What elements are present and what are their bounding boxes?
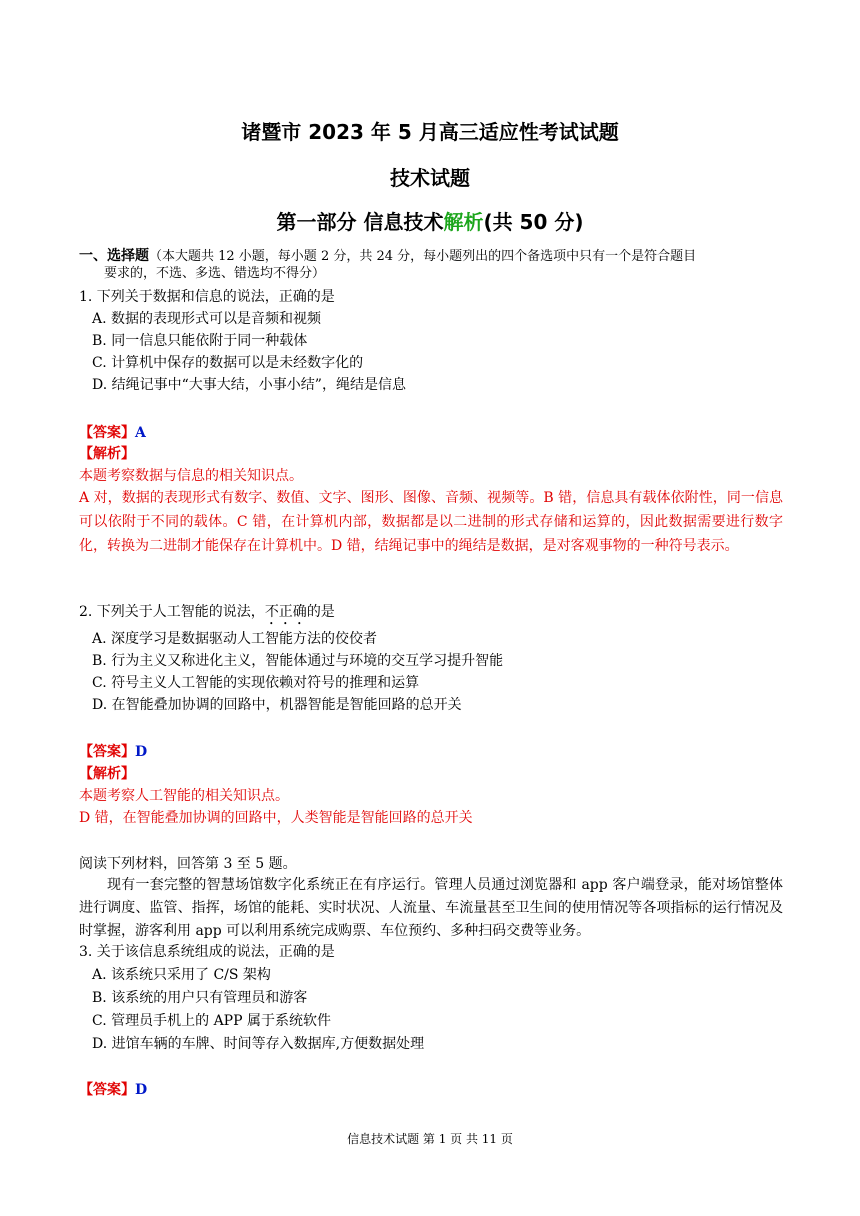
section-note-1: （本大题共 12 小题，每小题 2 分，共 24 分，每小题列出的四个备选项中只有一个是符合题目 (149, 249, 697, 264)
q1-option-b: B. 同一信息只能依附于同一种载体 (92, 333, 308, 349)
answer-value: D (135, 1082, 148, 1098)
answer-value: D (135, 744, 148, 760)
q2-stem-suffix: 的是 (306, 604, 335, 620)
exam-subtitle: 技术试题 (390, 166, 470, 190)
q1-option-c: C. 计算机中保存的数据可以是未经数字化的 (92, 355, 364, 371)
q2-stem-emphasis: 不正确 (264, 604, 307, 620)
q2-option-b: B. 行为主义又称进化主义，智能体通过与环境的交互学习提升智能 (92, 653, 504, 669)
question-2-stem (79, 602, 335, 628)
question-3-stem: 3. 关于该信息系统组成的说法，正确的是 (79, 944, 335, 960)
reading-intro: 阅读下列材料，回答第 3 至 5 题。 (79, 856, 297, 872)
q2-option-d: D. 在智能叠加协调的回路中，机器智能是智能回路的总开关 (92, 697, 462, 713)
answer-label: 【答案】 (79, 744, 135, 760)
part-highlight: 解析 (443, 210, 484, 234)
part-prefix: 第一部分 信息技术 (276, 210, 444, 234)
q1-analysis-label: 【解析】 (79, 446, 135, 462)
section-heading: 一、选择题 (79, 248, 149, 264)
q3-option-c: C. 管理员手机上的 APP 属于系统软件 (92, 1013, 331, 1029)
q1-analysis-body: A 对，数据的表现形式有数字、数值、文字、图形、图像、音频、视频等。B 错，信息具有载体依附性，同一信息可以依附于不同的载体。C 错，在计算机内部，数据都是以二进制的形式存储和运算的，因此数据需要进行数字化，转换为二进制才能保存在计算机中。D 错，结绳记事中的绳结是数据，是对客观事物的一种符号表示。 (79, 490, 783, 554)
part-heading (0, 206, 860, 235)
q2-analysis-body: D 错，在智能叠加协调的回路中，人类智能是智能回路的总开关 (79, 810, 473, 826)
question-1-stem: 1. 下列关于数据和信息的说法，正确的是 (79, 289, 335, 305)
answer-value: A (135, 425, 146, 441)
q2-option-c: C. 符号主义人工智能的实现依赖对符号的推理和运算 (92, 675, 420, 691)
q2-option-a: A. 深度学习是数据驱动人工智能方法的佼佼者 (92, 631, 378, 647)
q1-option-a: A. 数据的表现形式可以是音频和视频 (92, 311, 322, 327)
q2-analysis-label: 【解析】 (79, 766, 135, 782)
answer-label: 【答案】 (79, 425, 135, 441)
q3-option-b: B. 该系统的用户只有管理员和游客 (92, 990, 308, 1006)
reading-material: 现有一套完整的智慧场馆数字化系统正在有序运行。管理人员通过浏览器和 app 客户端登录，能对场馆整体进行调度、监管、指挥，场馆的能耗、实时状况、人流量、车流量甚至卫生间的使用情况等各项指标的运行情况及时掌握，游客利用 app 可以利用系统完成购票、车位预约、多种扫码交费等业务。 (79, 877, 783, 939)
q3-option-d: D. 进馆车辆的车牌、时间等存入数据库,方便数据处理 (92, 1036, 425, 1052)
section-note-2: 要求的，不选、多选、错选均不得分） (104, 266, 326, 281)
exam-title: 诸暨市 2023 年 5 月高三适应性考试试题 (241, 120, 619, 144)
q1-answer (79, 423, 146, 443)
q2-analysis-intro: 本题考察人工智能的相关知识点。 (79, 788, 289, 804)
q3-answer (79, 1080, 147, 1100)
q1-analysis-intro: 本题考察数据与信息的相关知识点。 (79, 468, 303, 484)
answer-label: 【答案】 (79, 1082, 135, 1098)
q2-stem-prefix: 2. 下列关于人工智能的说法， (79, 604, 265, 620)
part-suffix: (共 50 分) (483, 210, 584, 234)
q2-answer (79, 742, 147, 762)
q3-option-a: A. 该系统只采用了 C/S 架构 (92, 967, 271, 983)
q1-option-d: D. 结绳记事中“大事大结，小事小结”，绳结是信息 (92, 377, 406, 393)
page-footer: 信息技术试题 第 1 页 共 11 页 (347, 1132, 513, 1146)
